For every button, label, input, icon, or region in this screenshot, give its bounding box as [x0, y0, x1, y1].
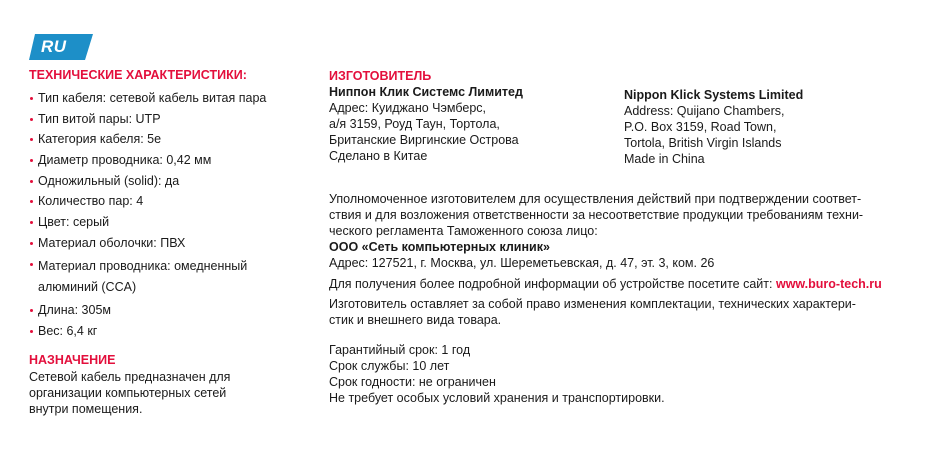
manufacturer-name-en: Nippon Klick Systems Limited	[624, 88, 804, 102]
storage-line: Не требует особых условий хранения и транспортировки.	[329, 391, 665, 405]
authorized-line: ствия и для возложения ответственности за несоответствие продукции требованиям техни-	[329, 208, 864, 222]
specs-heading: ТЕХНИЧЕСКИЕ ХАРАКТЕРИСТИКИ:	[29, 68, 247, 82]
purpose-line: организации компьютерных сетей	[29, 385, 227, 400]
authorized-line: ческого регламента Таможенного союза лицо:	[329, 224, 598, 238]
purpose-heading: НАЗНАЧЕНИЕ	[29, 352, 116, 367]
shelf-life-line: Срок годности: не ограничен	[329, 375, 496, 389]
manufacturer-heading: ИЗГОТОВИТЕЛЬ	[329, 69, 432, 83]
manufacturer-line: Британские Виргинские Острова	[329, 133, 519, 147]
purpose-line: внутри помещения.	[29, 401, 143, 416]
service-life-line: Срок службы: 10 лет	[329, 359, 450, 373]
manufacturer-line: Адрес: Куиджано Чэмберс,	[329, 101, 486, 115]
specs-column	[29, 68, 319, 417]
spec-item	[29, 256, 319, 298]
badge-label: RU	[41, 37, 67, 56]
spec-item-text: Материал проводника: омедненный	[38, 258, 248, 273]
spec-item: Материал оболочки: ПВХ	[29, 235, 319, 251]
spec-item: Длина: 305м	[29, 302, 319, 318]
authorized-address: Адрес: 127521, г. Москва, ул. Шереметьевская, д. 47, эт. 3, ком. 26	[329, 256, 715, 270]
spec-item: Вес: 6,4 кг	[29, 323, 319, 339]
purpose-line: Сетевой кабель предназначен для	[29, 369, 231, 384]
info-line	[329, 276, 889, 292]
authorized-company: ООО «Сеть компьютерных клиник»	[329, 240, 550, 254]
terms	[329, 342, 889, 406]
manufacturer-en	[624, 87, 914, 167]
manufacturer-line: P.O. Box 3159, Road Town,	[624, 120, 777, 134]
spec-item: Тип кабеля: сетевой кабель витая пара	[29, 90, 319, 106]
spec-item: Диаметр проводника: 0,42 мм	[29, 152, 319, 168]
manufacturer-line: Tortola, British Virgin Islands	[624, 136, 782, 150]
rights-line: стик и внешнего вида товара.	[329, 313, 502, 327]
info-text: Для получения более подробной информации об устройстве посетите сайт:	[329, 277, 776, 291]
rights-notice	[329, 296, 889, 328]
manufacturer-line: Сделано в Китае	[329, 149, 428, 163]
specs-list	[29, 90, 319, 339]
website-link[interactable]: www.buro-tech.ru	[775, 277, 882, 291]
manufacturer-ru	[329, 68, 619, 164]
spec-item: Одножильный (solid): да	[29, 173, 319, 189]
manufacturer-line: Made in China	[624, 152, 705, 166]
spec-item: Количество пар: 4	[29, 193, 319, 209]
rights-line: Изготовитель оставляет за собой право изменения комплектации, технических характери-	[329, 297, 856, 311]
authorized-representative	[329, 191, 889, 271]
manufacturer-line: Address: Quijano Chambers,	[624, 104, 785, 118]
warranty-line: Гарантийный срок: 1 год	[329, 343, 471, 357]
spec-item-continuation: алюминий (CCA)	[38, 279, 137, 294]
authorized-line: Уполномоченное изготовителем для осуществления действий при подтверждении соответ-	[329, 192, 862, 206]
purpose-text	[29, 369, 319, 417]
manufacturer-name-ru: Ниппон Клик Системс Лимитед	[329, 85, 523, 99]
language-badge	[29, 34, 93, 60]
spec-item: Цвет: серый	[29, 214, 319, 230]
manufacturer-line: а/я 3159, Роуд Таун, Тортола,	[329, 117, 500, 131]
spec-item: Тип витой пары: UTP	[29, 111, 319, 127]
spec-item: Категория кабеля: 5e	[29, 131, 319, 147]
